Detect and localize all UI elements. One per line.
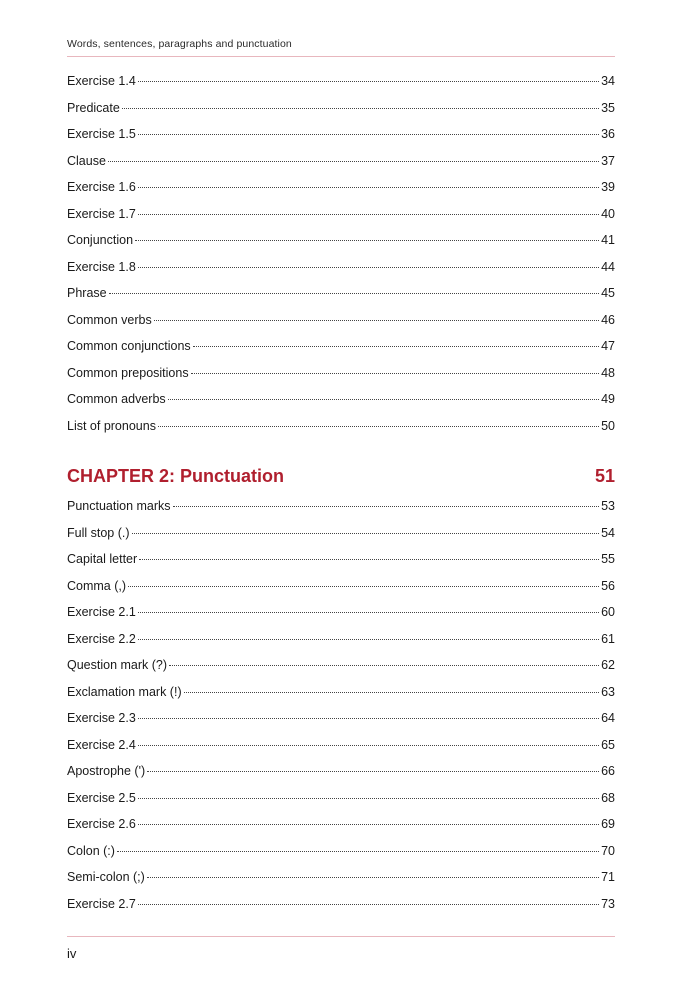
- dot-leader: [138, 745, 599, 746]
- toc-entry-page: 55: [601, 552, 615, 566]
- toc-entry-page: 68: [601, 790, 615, 805]
- toc-entry-page: 63: [601, 684, 615, 699]
- dot-leader: [138, 798, 599, 799]
- toc-entry-title: Exercise 2.7: [67, 896, 136, 911]
- toc-entry[interactable]: [67, 392, 615, 419]
- toc-entry-title: Exercise 2.1: [67, 605, 136, 619]
- toc-entry-page: 56: [601, 578, 615, 593]
- toc-list-chapter-2: [67, 499, 615, 923]
- toc-entry-page: 62: [601, 658, 615, 672]
- dot-leader: [138, 187, 599, 188]
- toc-entry-page: 70: [601, 843, 615, 858]
- dot-leader: [147, 771, 599, 772]
- toc-entry-page: 61: [601, 631, 615, 646]
- dot-leader: [154, 320, 599, 321]
- toc-entry[interactable]: [67, 658, 615, 685]
- toc-entry[interactable]: [67, 711, 615, 738]
- dot-leader: [138, 904, 599, 905]
- dot-leader: [138, 824, 599, 825]
- toc-entry-page: 66: [601, 764, 615, 778]
- chapter-title: CHAPTER 2: Punctuation: [67, 466, 285, 486]
- dot-leader: [193, 346, 599, 347]
- toc-entry-title: Apostrophe ('): [67, 764, 146, 778]
- toc-entry-title: Full stop (.): [67, 525, 130, 540]
- dot-leader: [109, 293, 599, 294]
- toc-entry-title: Common prepositions: [67, 365, 189, 380]
- toc-entry-page: 64: [601, 711, 615, 725]
- toc-entry-title: Common conjunctions: [67, 339, 191, 353]
- toc-entry-page: 65: [601, 737, 615, 752]
- toc-entry[interactable]: [67, 499, 615, 526]
- toc-entry-title: Exercise 2.3: [67, 711, 136, 725]
- toc-entry[interactable]: [67, 74, 615, 101]
- toc-entry-page: 39: [601, 180, 615, 194]
- toc-entry-title: Common verbs: [67, 312, 152, 327]
- toc-entry[interactable]: [67, 127, 615, 154]
- toc-entry-title: Exercise 2.5: [67, 790, 136, 805]
- toc-entry-page: 46: [601, 312, 615, 327]
- toc-entry[interactable]: [67, 286, 615, 313]
- toc-entry-page: 45: [601, 286, 615, 300]
- toc-entry[interactable]: [67, 154, 615, 181]
- dot-leader: [158, 426, 599, 427]
- dot-leader: [147, 877, 599, 878]
- dot-leader: [168, 399, 599, 400]
- dot-leader: [139, 559, 599, 560]
- toc-entry[interactable]: [67, 791, 615, 818]
- dot-leader: [128, 586, 599, 587]
- dot-leader: [108, 161, 599, 162]
- dot-leader: [138, 718, 599, 719]
- toc-entry-page: 44: [601, 259, 615, 274]
- toc-entry[interactable]: [67, 870, 615, 897]
- toc-entry-title: Exercise 2.2: [67, 631, 136, 646]
- chapter-heading[interactable]: [67, 466, 615, 487]
- dot-leader: [138, 267, 599, 268]
- dot-leader: [138, 612, 599, 613]
- toc-entry-page: 47: [601, 339, 615, 353]
- dot-leader: [135, 240, 599, 241]
- toc-entry[interactable]: [67, 419, 615, 446]
- chapter-page: 51: [594, 466, 615, 486]
- toc-entry[interactable]: [67, 233, 615, 260]
- toc-entry[interactable]: [67, 817, 615, 844]
- dot-leader: [138, 214, 599, 215]
- dot-leader: [191, 373, 600, 374]
- toc-entry-title: Exercise 1.6: [67, 180, 136, 194]
- toc-entry-page: 37: [601, 153, 615, 168]
- toc-entry-title: Exercise 1.4: [67, 74, 136, 88]
- toc-entry[interactable]: [67, 897, 615, 924]
- footer-rule: [67, 936, 615, 937]
- toc-entry-title: Semi-colon (;): [67, 870, 145, 884]
- toc-entry-page: 41: [601, 233, 615, 247]
- toc-entry-title: Clause: [67, 153, 106, 168]
- toc-entry[interactable]: [67, 207, 615, 234]
- toc-entry-page: 40: [601, 206, 615, 221]
- toc-entry-title: Comma (,): [67, 578, 127, 593]
- toc-entry[interactable]: [67, 260, 615, 287]
- toc-entry[interactable]: [67, 526, 615, 553]
- toc-entry-title: Common adverbs: [67, 392, 166, 406]
- toc-entry-page: 34: [601, 74, 615, 88]
- page-number: iv: [67, 946, 77, 961]
- toc-entry-title: Predicate: [67, 100, 120, 115]
- toc-entry[interactable]: [67, 844, 615, 871]
- toc-entry[interactable]: [67, 339, 615, 366]
- dot-leader: [173, 506, 600, 507]
- dot-leader: [138, 134, 599, 135]
- dot-leader: [138, 639, 599, 640]
- toc-entry-page: 53: [601, 499, 615, 513]
- dot-leader: [169, 665, 599, 666]
- toc-entry[interactable]: [67, 366, 615, 393]
- running-header: Words, sentences, paragraphs and punctuation: [67, 38, 292, 50]
- toc-entry[interactable]: [67, 764, 615, 791]
- toc-entry[interactable]: [67, 685, 615, 712]
- toc-entry-title: Question mark (?): [67, 658, 168, 672]
- toc-entry[interactable]: [67, 738, 615, 765]
- toc-entry-title: Exercise 2.4: [67, 737, 136, 752]
- toc-entry[interactable]: [67, 313, 615, 340]
- dot-leader: [122, 108, 599, 109]
- toc-entry[interactable]: [67, 579, 615, 606]
- toc-entry-title: Exclamation mark (!): [67, 684, 182, 699]
- toc-entry-page: 50: [601, 418, 615, 433]
- toc-entry[interactable]: [67, 632, 615, 659]
- header-rule: [67, 56, 615, 57]
- toc-entry-page: 69: [601, 817, 615, 831]
- toc-entry[interactable]: [67, 605, 615, 632]
- toc-entry-title: Punctuation marks: [67, 499, 171, 513]
- dot-leader: [184, 692, 599, 693]
- toc-entry-title: Exercise 1.7: [67, 206, 136, 221]
- toc-entry-page: 71: [601, 870, 615, 884]
- dot-leader: [138, 81, 599, 82]
- toc-entry-page: 73: [601, 896, 615, 911]
- dot-leader: [132, 533, 600, 534]
- toc-entry-title: Colon (:): [67, 843, 115, 858]
- toc-entry[interactable]: [67, 552, 615, 579]
- toc-entry-title: Capital letter: [67, 552, 138, 566]
- toc-entry-page: 48: [601, 365, 615, 380]
- toc-entry-title: Exercise 1.5: [67, 127, 136, 141]
- toc-entry[interactable]: [67, 101, 615, 128]
- toc-entry-title: Phrase: [67, 286, 107, 300]
- toc-entry-page: 36: [601, 127, 615, 141]
- toc-entry-page: 60: [601, 605, 615, 619]
- toc-list-chapter-1: [67, 74, 615, 445]
- dot-leader: [117, 851, 599, 852]
- toc-entry-page: 35: [601, 100, 615, 115]
- toc-entry-page: 49: [601, 392, 615, 406]
- toc-entry-title: Conjunction: [67, 233, 134, 247]
- toc-entry-page: 54: [601, 525, 615, 540]
- toc-entry[interactable]: [67, 180, 615, 207]
- toc-entry-title: Exercise 1.8: [67, 259, 136, 274]
- toc-entry-title: Exercise 2.6: [67, 817, 136, 831]
- toc-entry-title: List of pronouns: [67, 418, 156, 433]
